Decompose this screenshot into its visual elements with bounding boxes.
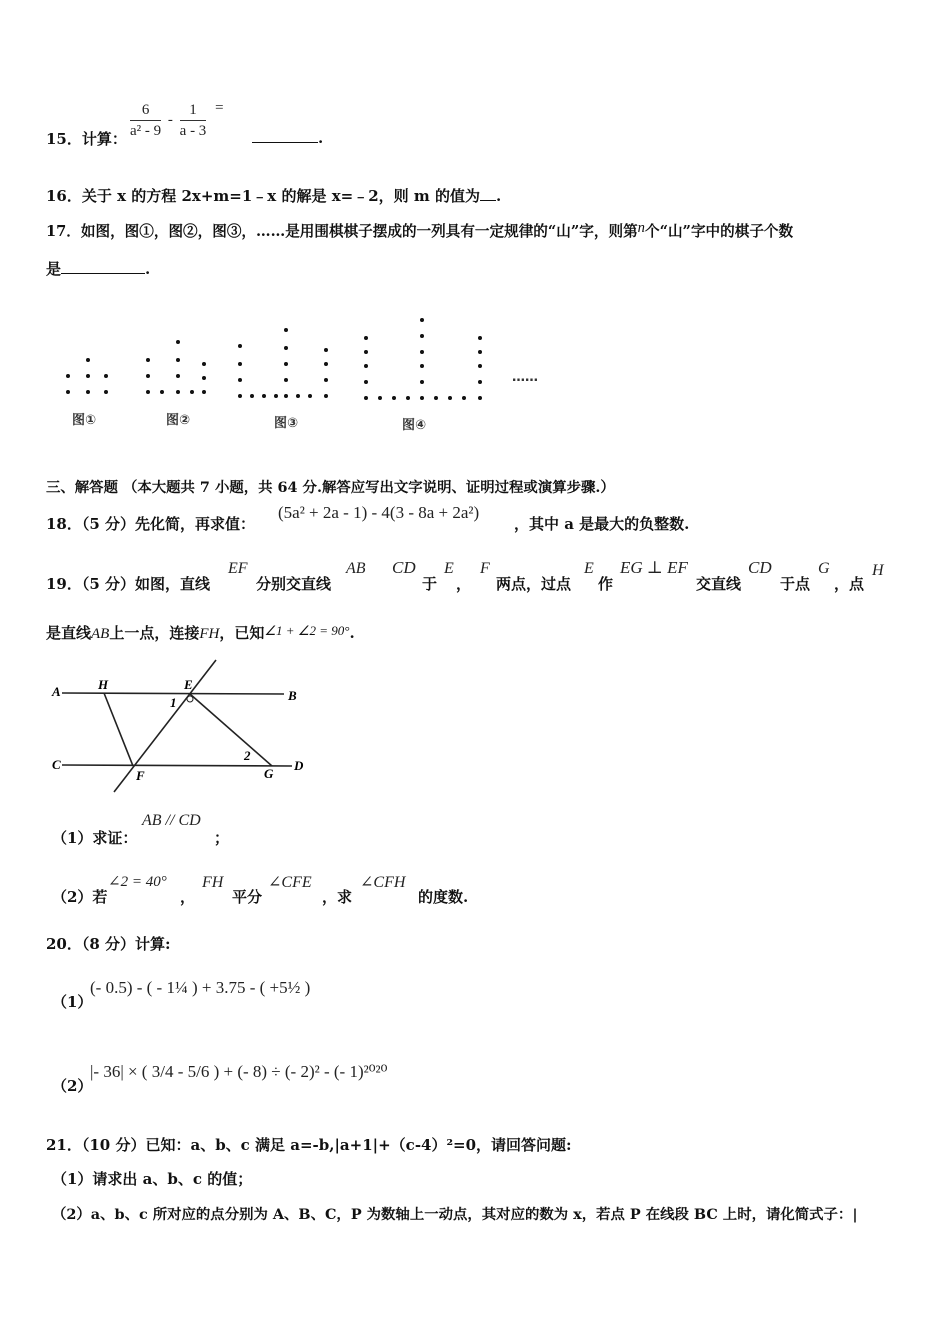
label-C: C (52, 757, 61, 772)
q17-text-1-tail: 个“山”字中的棋子个数 (644, 223, 794, 240)
go-stone (420, 318, 424, 322)
label-G: G (264, 766, 274, 781)
line-EF (114, 660, 216, 792)
q19-AB: AB (346, 560, 366, 577)
go-stone (406, 396, 410, 400)
q20-p1-label: （1） (52, 993, 93, 1011)
q19-t6: 于点 (780, 575, 811, 593)
right-angle-mark (187, 696, 193, 702)
go-stone (176, 340, 180, 344)
q17-fig-label-3: 图③ (274, 416, 299, 431)
q15-frac1-num: 6 (130, 100, 161, 121)
q18-prefix: 18．（5 分）先化简，再求值： (46, 515, 256, 533)
q17-line-1 (46, 220, 793, 241)
q18-suffix: ，其中 a 是最大的负整数. (514, 515, 690, 533)
q21-part1: （1）请求出 a、b、c 的值； (52, 1170, 253, 1188)
q19-F: F (480, 560, 490, 577)
q20-p1-expr: (- 0.5) - ( - 1¼ ) + 3.75 - ( +5½ ) (90, 978, 311, 997)
go-stone (86, 374, 90, 378)
go-stone (420, 350, 424, 354)
q15-expression (130, 100, 224, 141)
q17-line-2 (46, 258, 150, 279)
q19-t2: 于 (422, 575, 438, 593)
go-stone (284, 346, 288, 350)
go-stone (364, 364, 368, 368)
q19-t4: 作 (598, 575, 614, 593)
go-stone (478, 336, 482, 340)
q17-n: n (637, 220, 645, 236)
go-stone (284, 378, 288, 382)
go-stone (146, 358, 150, 362)
q19-line2-a: 是直线 (46, 624, 92, 642)
line-AB (62, 693, 284, 694)
go-stone (86, 390, 90, 394)
q19-E: E (444, 560, 454, 577)
go-stone (202, 390, 206, 394)
go-stone (238, 344, 242, 348)
go-stone (392, 396, 396, 400)
go-stone (420, 334, 424, 338)
q17-text-2: 是 (46, 260, 62, 278)
q19-p1-end: ； (214, 829, 230, 847)
section-3-title: 三、解答题 （本大题共 7 小题，共 64 分.解答应写出文字说明、证明过程或演算步骤.） (46, 479, 615, 496)
go-stone (176, 390, 180, 394)
q19-p2-b: 平分 (232, 888, 263, 906)
q15-fraction-2 (180, 100, 207, 141)
q19-line2-b: 上一点，连接 (109, 624, 200, 642)
label-A: A (52, 684, 61, 699)
label-E: E (184, 677, 193, 692)
go-stone (364, 350, 368, 354)
go-stone (104, 390, 108, 394)
q17-end: . (145, 260, 151, 278)
go-stone (478, 364, 482, 368)
go-stone (324, 394, 328, 398)
q21-part2: （2）a、b、c 所对应的点分别为 A、B、C，P 为数轴上一动点，其对应的数为 x，若点 P 在线段 BC 上时，请化简式子：| (52, 1206, 858, 1223)
q15-answer-line (252, 128, 323, 147)
go-stone (448, 396, 452, 400)
q19-G: G (818, 560, 830, 577)
go-stone (284, 362, 288, 366)
go-stone (104, 374, 108, 378)
q17-fig-label-2: 图② (166, 413, 191, 428)
q17-blank[interactable] (61, 259, 145, 274)
go-stone (176, 374, 180, 378)
label-B: B (288, 688, 297, 703)
go-stone (146, 390, 150, 394)
go-stone (364, 380, 368, 384)
q19-EF: EF (228, 560, 248, 577)
q19-t3: 两点，过点 (496, 575, 572, 593)
q19-p2-CFE: ∠CFE (268, 874, 312, 891)
q16-blank[interactable] (480, 186, 496, 201)
q15-end: . (318, 129, 324, 147)
q20-p2-expr: |- 36| × ( 3/4 - 5/6 ) + (- 8) ÷ (- 2)² - (- 1)²⁰²⁰ (90, 1062, 388, 1081)
go-stone (274, 394, 278, 398)
q15-prefix: 15．计算： (46, 130, 127, 148)
q19-line2-AB: AB (91, 626, 110, 642)
q19-comma: ， (456, 575, 472, 593)
q19-p1-expr: AB // CD (142, 812, 201, 829)
q15-frac2-num: 1 (180, 100, 207, 121)
q19-p2-d: 的度数. (418, 888, 469, 906)
go-stone (478, 396, 482, 400)
segment-EG (190, 694, 272, 766)
go-stone (238, 362, 242, 366)
go-stone (66, 374, 70, 378)
go-stone (202, 376, 206, 380)
q19-CD2: CD (748, 558, 772, 577)
go-stone (478, 380, 482, 384)
go-stone (284, 394, 288, 398)
q19-H: H (872, 562, 884, 579)
q15-frac1-den: a² - 9 (130, 123, 162, 139)
q18-line (46, 513, 255, 534)
q18-suffix-line (514, 513, 689, 534)
q19-line2-c: ，已知 (219, 624, 265, 642)
go-stone (176, 358, 180, 362)
go-stone (420, 364, 424, 368)
go-stone (66, 390, 70, 394)
q16-line (46, 185, 501, 206)
q19-t5: 交直线 (696, 575, 742, 593)
q19-E2: E (584, 560, 594, 577)
go-stone (202, 362, 206, 366)
q15-frac2-den: a - 3 (179, 123, 207, 139)
q19-part2 (52, 886, 107, 907)
segment-FH (104, 693, 133, 766)
q20-part2 (52, 1075, 92, 1096)
go-stone (324, 378, 328, 382)
go-stone (238, 378, 242, 382)
q16-end: . (495, 187, 502, 205)
label-1: 1 (170, 695, 177, 710)
q15-equals: = (214, 100, 225, 116)
q17-text-1: 17．如图，图①，图②，图③，……是用围棋棋子摆成的一列具有一定规律的“山”字，则第 (46, 223, 638, 240)
q17-fig-label-4: 图④ (402, 418, 427, 433)
go-stone (434, 396, 438, 400)
q19-line2-angle: ∠1 + ∠2 = 90° (264, 623, 350, 638)
q20-part1 (52, 991, 92, 1012)
q20-title: 20．（8 分）计算: (46, 935, 171, 953)
q19-t1: 分别交直线 (256, 575, 332, 593)
q15-line (46, 128, 127, 149)
go-stone (308, 394, 312, 398)
go-stone (86, 358, 90, 362)
go-stone (364, 336, 368, 340)
q16-text: 16．关于 x 的方程 2x+m=1﹣x 的解是 x=﹣2，则 m 的值为 (46, 187, 480, 205)
q19-p2-angle: ∠2 = 40° (108, 874, 167, 890)
q20-p2-label: （2） (52, 1077, 93, 1095)
go-stone (238, 394, 242, 398)
go-stone (324, 348, 328, 352)
q18-expression: (5a² + 2a - 1) - 4(3 - 8a + 2a²) (278, 503, 480, 522)
q19-p1-label: （1）求证： (52, 829, 138, 847)
q19-line-1 (46, 573, 906, 594)
q19-t7: ，点 (834, 575, 865, 593)
go-stone (324, 362, 328, 366)
q19-line-2 (46, 622, 355, 643)
go-stone (296, 394, 300, 398)
q19-line2-end: . (349, 624, 355, 642)
q19-part1 (52, 827, 137, 848)
q19-prefix: 19．（5 分）如图，直线 (46, 575, 211, 593)
go-stone (146, 374, 150, 378)
q19-p2-FH: FH (202, 874, 224, 891)
q17-ellipsis: …… (512, 370, 538, 385)
label-2: 2 (244, 748, 251, 763)
go-stone (364, 396, 368, 400)
q19-EG-perp-EF: EG ⊥ EF (620, 558, 688, 577)
go-stone (378, 396, 382, 400)
go-stone (462, 396, 466, 400)
go-stone (420, 380, 424, 384)
go-stone (284, 328, 288, 332)
go-stone (160, 390, 164, 394)
q15-fraction-1 (130, 100, 161, 141)
go-stone (420, 396, 424, 400)
label-F: F (136, 768, 145, 783)
line-CD (62, 765, 292, 766)
q19-p2-c: ，求 (322, 888, 353, 906)
q19-figure (48, 656, 318, 796)
q15-minus: - (167, 111, 173, 128)
q17-fig-label-1: 图① (72, 413, 97, 428)
q19-line2-FH: FH (199, 626, 220, 642)
go-stone (250, 394, 254, 398)
q19-CD: CD (392, 558, 416, 577)
label-H: H (98, 677, 109, 692)
go-stone (478, 350, 482, 354)
q19-p2-CFH: ∠CFH (360, 874, 406, 891)
q19-p2-a: ， (180, 888, 196, 906)
q19-p2-label: （2）若 (52, 888, 108, 906)
q15-blank[interactable] (252, 128, 318, 143)
go-stone (262, 394, 266, 398)
go-stone (190, 390, 194, 394)
label-D: D (294, 758, 304, 773)
q21-title: 21．（10 分）已知：a、b、c 满足 a=-b,|a+1|+（c-4）²=0，请回答问题: (46, 1136, 572, 1154)
